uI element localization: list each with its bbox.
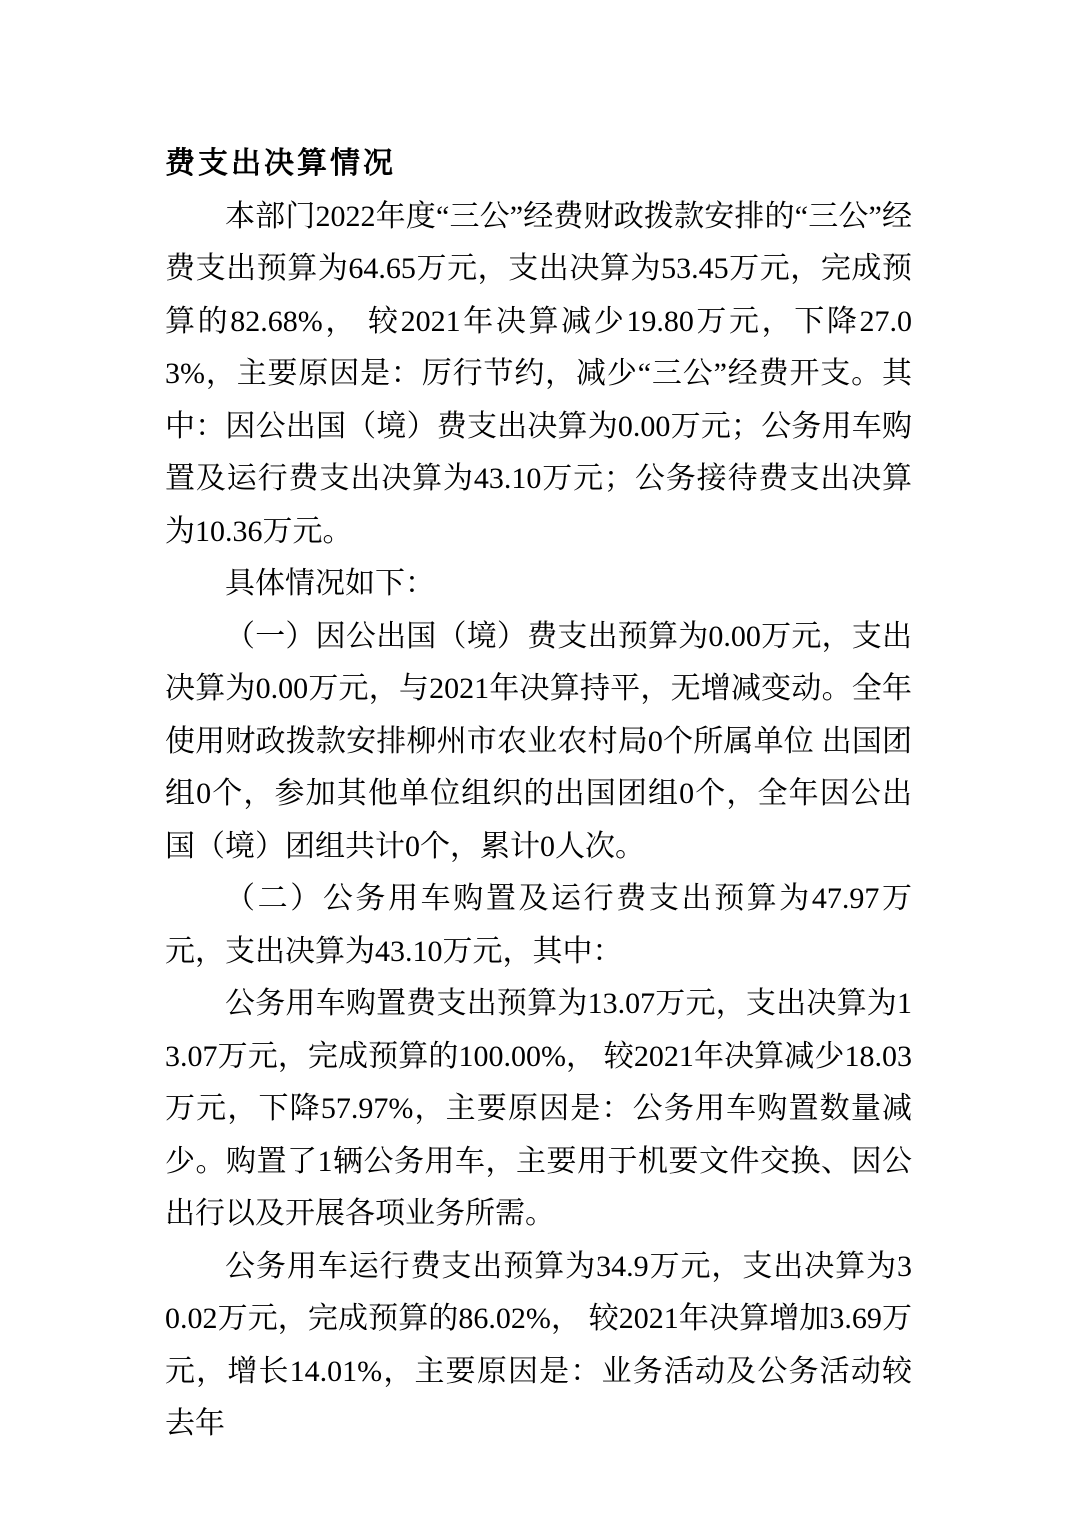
paragraph: 公务用车运行费支出预算为34.9万元，支出决算为30.02万元，完成预算的86.02%， 较2021年决算增加3.69万元，增长14.01%，主要原因是：业务活动及公务活动较去年 bbox=[165, 1249, 912, 1440]
paragraph: 本部门2022年度“三公”经费财政拨款安排的“三公”经费支出预算为64.65万元，支出决算为53.45万元，完成预算的82.68%， 较2021年决算减少19.80万元，下降27.03%，主要原因是：厉行节约，减少“三公”经费开支。其中：因公出国（境）费支出决算为0.00万元；公务用车购置及运行费支出决算为43.10万元；公务接待费支出决算为10.36万元。 bbox=[165, 199, 912, 548]
paragraph: （二）公务用车购置及运行费支出预算为47.97万元，支出决算为43.10万元，其中： bbox=[165, 882, 912, 968]
paragraph: 公务用车购置费支出预算为13.07万元，支出决算为13.07万元，完成预算的100.00%， 较2021年决算减少18.03万元，下降57.97%，主要原因是：公务用车购置数量减少。购置了1辆公务用车，主要用于机要文件交换、因公出行以及开展各项业务所需。 bbox=[165, 987, 912, 1230]
document-body bbox=[165, 191, 912, 1451]
paragraph: 具体情况如下： bbox=[225, 567, 435, 600]
section-heading: 费支出决算情况 bbox=[165, 147, 396, 180]
paragraph: （一）因公出国（境）费支出预算为0.00万元，支出决算为0.00万元，与2021年决算持平，无增减变动。全年使用财政拨款安排柳州市农业农村局0个所属单位 出国团组0个，参加其他单位组织的出国团组0个，全年因公出国（境）团组共计0个，累计0人次。 bbox=[165, 619, 912, 863]
